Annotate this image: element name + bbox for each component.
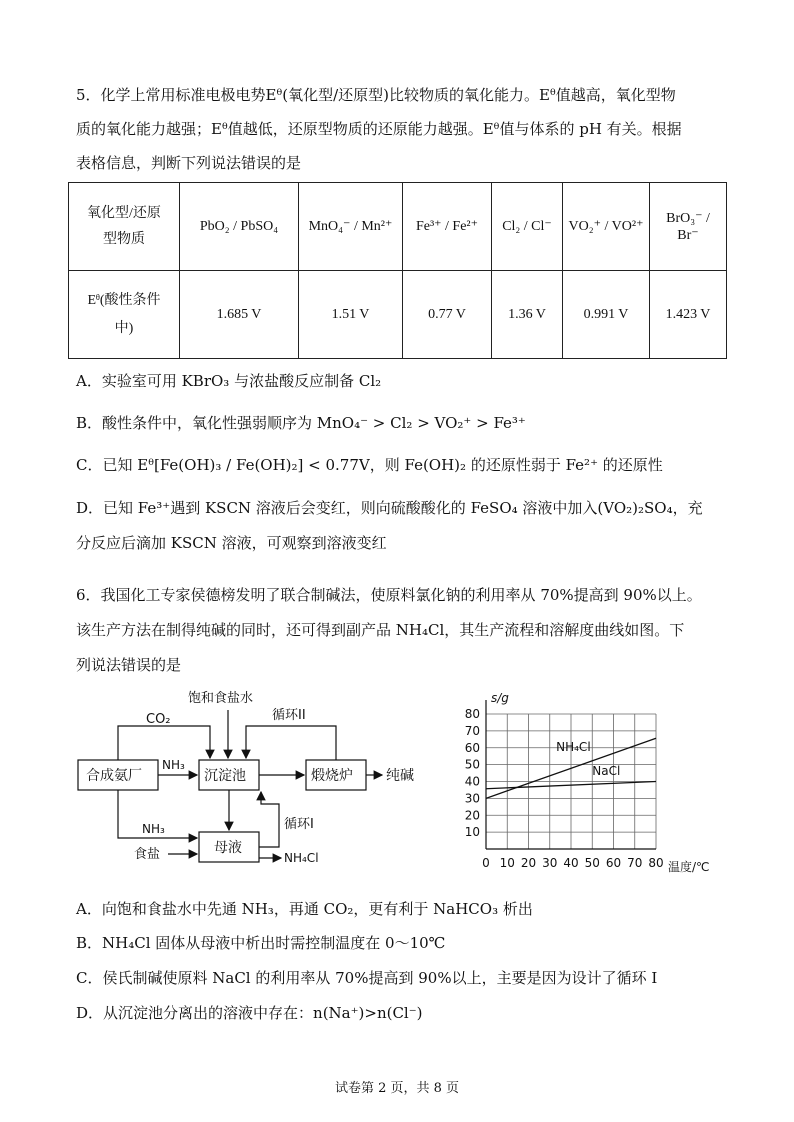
y-tick-label: 70 (464, 723, 480, 738)
nh3-bottom-label: NH₃ (142, 822, 165, 836)
y-tick-label: 20 (464, 808, 480, 823)
q6-option-b: B．NH₄Cl 固体从母液中析出时需控制温度在 0～10℃ (76, 934, 446, 952)
page-footer: 试卷第 2 页，共 8 页 (334, 1081, 460, 1096)
nh3-top-label: NH₃ (162, 758, 185, 772)
q5-stem-line3: 表格信息，判断下列说法错误的是 (76, 154, 302, 172)
x-tick-label: 70 (627, 856, 643, 870)
q5-option-d-line2: 分反应后滴加 KSCN 溶液，可观察到溶液变红 (76, 534, 387, 552)
value-cell: 0.77 V (403, 271, 492, 359)
row-label-line2: 中) (114, 320, 134, 336)
value-cell: 1.51 V (299, 271, 403, 359)
q6-option-a: A．向饱和食盐水中先通 NH₃，再通 CO₂，更有利于 NaHCO₃ 析出 (76, 900, 533, 918)
y-tick-label: 50 (464, 757, 480, 772)
calciner-label: 煅烧炉 (311, 768, 353, 784)
row-label-line1: Eᶿ(酸性条件 (87, 292, 161, 308)
table-header-row (69, 183, 727, 271)
couple-cell: VO₂⁺ / VO²⁺ (563, 183, 650, 271)
value-cell: 1.36 V (492, 271, 563, 359)
value-cell: 1.685 V (180, 271, 299, 359)
table-value-row (69, 271, 727, 359)
q6-stem-line2: 该生产方法在制得纯碱的同时，还可得到副产品 NH₄Cl，其生产流程和溶解度曲线如图。下 (76, 621, 685, 639)
ammonia-plant-label: 合成氨厂 (86, 768, 142, 784)
precip-tank-label: 沉淀池 (204, 768, 246, 784)
couple-cell: PbO₂ / PbSO₄ (180, 183, 299, 271)
q6-stem-line1: 6．我国化工专家侯德榜发明了联合制碱法，使原料氯化钠的利用率从 70%提高到 90%以上。 (76, 586, 702, 604)
q6-option-c: C．侯氏制碱使原料 NaCl 的利用率从 70%提高到 90%以上，主要是因为设计了循环 I (76, 969, 658, 987)
q5-stem-line1: 5．化学上常用标准电极电势Eᶿ(氧化型/还原型)比较物质的氧化能力。Eᶿ值越高，氧化型物 (76, 86, 676, 104)
q5-option-d-line1: D．已知 Fe³⁺遇到 KSCN 溶液后会变红，则向硫酸酸化的 FeSO₄ 溶液中加入(VO₂)₂SO₄，充 (76, 499, 703, 517)
salt-label: 食盐 (134, 847, 161, 862)
y-tick-label: 60 (464, 740, 480, 755)
header-label-line2: 型物质 (103, 231, 145, 247)
table-header-label (69, 183, 180, 271)
couple-cell: MnO₄⁻ / Mn²⁺ (299, 183, 403, 271)
y-tick-label: 10 (464, 825, 480, 840)
y-tick-label: 30 (464, 791, 480, 806)
production-flow-diagram (76, 686, 414, 876)
x-tick-label: 80 (648, 856, 664, 870)
potential-table (68, 182, 727, 359)
q5-option-b: B．酸性条件中，氧化性强弱顺序为 MnO₄⁻ > Cl₂ > VO₂⁺ > Fe³⁺ (76, 414, 526, 432)
brine-label: 饱和食盐水 (188, 691, 254, 706)
couple-cell: Cl₂ / Cl⁻ (492, 183, 563, 271)
cycle2-label: 循环II (272, 708, 306, 723)
x-tick-label: 0 (482, 856, 490, 870)
q6-option-d: D．从沉淀池分离出的溶液中存在：n(Na⁺)>n(Cl⁻) (76, 1004, 423, 1022)
table-row-label (69, 271, 180, 359)
couple-cell: BrO₃⁻ / Br⁻ (650, 183, 727, 271)
q6-stem-line3: 列说法错误的是 (76, 656, 182, 674)
y-tick-label: 40 (464, 774, 480, 789)
x-tick-label: 10 (499, 856, 515, 870)
y-tick-label: 80 (464, 707, 480, 721)
x-tick-label: 40 (563, 856, 579, 870)
x-tick-label: 50 (584, 856, 600, 870)
cycle1-label: 循环I (284, 817, 314, 832)
value-cell: 1.423 V (650, 271, 727, 359)
mother-liquor-label: 母液 (214, 840, 242, 856)
solubility-chart (438, 686, 738, 881)
couple-cell: Fe³⁺ / Fe²⁺ (403, 183, 492, 271)
x-tick-label: 20 (520, 856, 537, 870)
nh4cl-label: NH₄Cl (284, 851, 319, 865)
q5-option-c: C．已知 Eᶿ[Fe(OH)₃ / Fe(OH)₂] < 0.77V，则 Fe(OH)₂ 的还原性弱于 Fe²⁺ 的还原性 (76, 456, 663, 474)
x-tick-label: 30 (542, 856, 558, 870)
series-label-nacl: NaCl (592, 763, 621, 778)
co2-label: CO₂ (146, 712, 171, 727)
x-tick-label: 60 (605, 856, 622, 870)
q5-option-a: A．实验室可用 KBrO₃ 与浓盐酸反应制备 Cl₂ (76, 372, 382, 390)
value-cell: 0.991 V (563, 271, 650, 359)
soda-label: 纯碱 (386, 768, 414, 784)
header-label-line1: 氧化型/还原 (87, 205, 161, 221)
series-label-nh4cl: NH₄Cl (556, 740, 591, 755)
y-axis-label: s/g (491, 691, 509, 705)
q5-stem-line2: 质的氧化能力越强；Eᶿ值越低，还原型物质的还原能力越强。Eᶿ值与体系的 pH 有关。根据 (76, 120, 682, 138)
x-axis-label: 温度/℃ (668, 860, 710, 874)
